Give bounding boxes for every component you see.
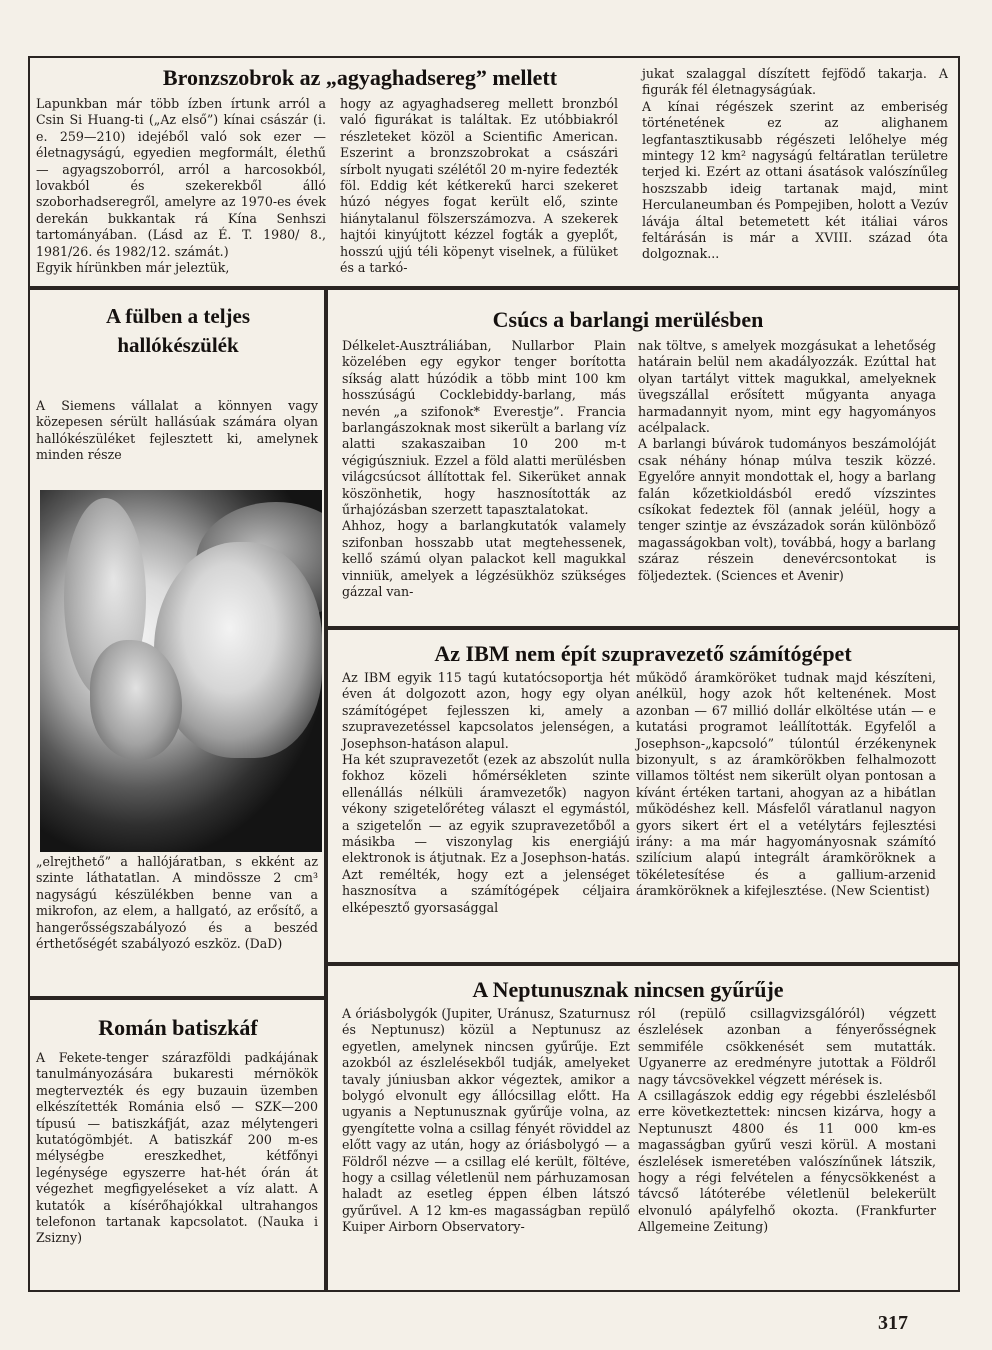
article-title: Román batiszkáf <box>98 1015 258 1040</box>
article-romanian-bathyscaphe <box>28 998 326 1292</box>
article-cave-diving <box>326 288 960 628</box>
hearing-aid-photo <box>40 490 322 852</box>
article-bronze <box>28 56 960 288</box>
article-column: A óriásbolygók (Jupiter, Uránusz, Szaturnusz és Neptunusz) közül a Neptunusz az egyetlen, amelynek nincsen gyűrűje. Ezt azokból az észlelésekből tudják, amelyeket tavaly júniusban akkor végeztek, amikor a bolygó elvonult egy állócsillag előtt. Ha ugyanis a Neptunusznak gyűrűje volna, az gyengítette volna a csillag fényét röviddel az előtt vagy az után, hogy az óriásbolygó — a Földről nézve — a csillag elé került, föltéve, hogy a csillag véletlenül nem párhuzamosan haladt az esetleg éppen élben látszó gyűrűvel. A 12 km-es magasságban repülő Kuiper Airborn Observatory- <box>342 1006 630 1235</box>
article-column: jukat szalaggal díszített fejfödő takarja. A figurák fél életnagyságúak. A kínai régészek szerint az emberiség történetének ez az alighanem legfantasztikusabb régészeti lelőhelye még mintegy 12 km² nagyságú feltáratlan területre terjed ki. Ezért az ottani ásatások valószínűleg hoszszabb ideig tartanak majd, mint Herculaneumban és Pompejiben, holott a Vezúv lávája által betemetett két itáliai város feltárásán is már a XVIII. század óta dolgoznak... <box>642 66 948 262</box>
face-shape <box>154 542 322 758</box>
article-column: ról (repülő csillagvizsgálóról) végzett észlelések azonban a fényerősségnek semmiféle csökkenését sem mutatták. Ugyanerre az eredményre jutottak a Földről nagy távcsövekkel végzett mérések is. A csillagászok eddig egy régebbi észlelésből erre következtettek: nincsen kizárva, hogy a Neptunuszt 4800 és 11 000 km-es magasságban gyűrű veszi körül. A mostani észlelések ismeretében valószínűnek látszik, hogy a régi felvételen a fénycsökkenést a távcső látóterébe véletlenül belekerült elvonuló apályfelhő okozta. (Frankfurter Allgemeine Zeitung) <box>638 1006 936 1235</box>
article-column: Az IBM egyik 115 tagú kutatócsoportja hét éven át dolgozott azon, hogy egy olyan számítógépet fejlesszen ki, amely a szupravezetéssel kapcsolatos jelenségen, a Josephson-hatáson alapul. Ha két szupravezetőt (ezek az abszolút nulla fokhoz közeli hőmérsékleten szinte ellenállás nélküli áramvezetők) nagyon vékony szigetelőréteg választ el egymástól, a szigetelőn — az egyik szupravezetőből a másikba — viszonylag kis energiájú elektronok is átjutnak. Ez a Josephson-hatás. Azt remélték, hogy ezt a jelenséget hasznosítva a számítógépek céljaira elképesztő gyorsasággal <box>342 670 630 915</box>
article-title: Csúcs a barlangi merülésben <box>492 307 764 332</box>
article-title: A fülben a teljes hallókészülék <box>105 304 251 357</box>
article-column: Délkelet-Ausztráliában, Nullarbor Plain közelében egy egykor tenger borította síkság alatt húzódik a több mint 100 km hosszúságú Cocklebiddy-barlang, más nevén „a szifonok* Everestje”. Francia barlangászoknak most sikerült a barlang víz alatti szakaszaiban 10 200 m-t végigúszniuk. Ezzel a föld alatti merülésben világcsúcsot állítottak fel. Sikerüket annak köszönhetik, hogy hasznosították az űrhajózásban szerzett tapasztalatokat. Ahhoz, hogy a barlangkutatók valamely szifonban hosszabb utat megtehessenek, kellő számú olyan palackot kell magukkal vinniük, amelyek a légzésükhöz szükséges gázzal van- <box>342 338 626 600</box>
page-number: 317 <box>878 1312 908 1334</box>
article-neptune <box>326 964 960 1292</box>
article-column: „elrejthető” a hallójáratban, s ekként az szinte láthatatlan. A mindössze 2 cm³ nagyságú készülékben benne van a mikrofon, az elem, a hallgató, az erősítő, a hangerősségszabályozó és a beszéd érthetőségét szabályozó eszköz. (DaD) <box>36 854 318 952</box>
article-column: A Fekete-tenger szárazföldi padkájának tanulmányozására bukaresti mérnökök megtervezték és egy buzauin üzemben elkészítették Románia első — SZK—200 típusú — batiszkáfját, azaz mélytengeri kutatógömbjét. A batiszkáf 200 m-es mélységbe ereszkedhet, kétfőnyi legénysége egyszerre hat-hét órán át végezhet megfigyeléseket a víz alatt. A kutatók a kísérőhajókkal ultrahangos telefonon tartanak kapcsolatot. (Nauka i Zsizny) <box>36 1050 318 1246</box>
article-title: Az IBM nem épít szupravezető számítógépet <box>434 641 852 666</box>
article-column: Lapunkban már több ízben írtunk arról a Csin Si Huang-ti („Az első”) kínai császár (i. e. 259—210) idejéből való sok ezer — életnagyságú, egyedien megformált, élethű — agyagszoborról, arról a harcosokból, lovakból és szekerekből álló szoborhadseregről, amelyre az 1970-es évek derekán bukkantak rá Kína Senhszi tartományában. (Lásd az É. T. 1980/ 8., 1981/26. és 1982/12. számát.) Egyik hírünkben már jeleztük, <box>36 96 326 276</box>
article-hearing-aid <box>28 288 326 998</box>
article-column: hogy az agyaghadsereg mellett bronzból való figurákat is találtak. Ez utóbbiakról részleteket közöl a Scientific American. Eszerint a bronzszobrokat a császári sírbolt nyugati szélétől 20 m-nyire fedezték föl. Eddig két kétkerekű harci szekeret húzó négyes fogat került elő, szinte hiánytalanul fölszerszámozva. A szekerek hajtói kinyújtott kézzel fogták a gyeplőt, hosszú ujjú téli köpenyt viselnek, a fülüket és a tarkó- <box>340 96 618 276</box>
article-title: Bronzszobrok az „agyaghadsereg” mellett <box>162 65 558 90</box>
article-ibm <box>326 628 960 964</box>
article-title: A Neptunusznak nincsen gyűrűje <box>472 977 784 1002</box>
article-column: nak töltve, s amelyek mozgásukat a lehetőség határain belül nem akadályozzák. Ezúttal hat olyan tartályt vittek magukkal, amelyeknek üvegszállal erősített műgyanta anyaga harmadannyit nyom, mint egy hagyományos acélpalack. A barlangi búvárok tudományos beszámolóját csak néhány hónap múlva teszik közzé. Egyelőre annyit mondottak el, hogy a barlang falán kőzetkioldásból eredő vízszintes csíkokat fedeztek föl (annak jeléül, hogy a tenger szintje az évszázadok során különböző magasságokban volt), továbbá, hogy a barlang száraz részein denevércsontokat is följedeztek. (Sciences et Avenir) <box>638 338 936 583</box>
article-column: működő áramköröket tudnak majd készíteni, anélkül, hogy azok hőt keltenének. Most azonban — 67 millió dollár elköltése után — e kutatási programot leállították. Egyfelől a Josephson-„kapcsoló” túlontúl érzékenynek bizonyult, s az áramkörökben felhalmozott villamos töltést nem sikerült olyan pontosan a kívánt értéken tartani, ahogyan az a hibátlan működéshez kell. Másfelől váratlanul nagyon gyors sikert ért el a vetélytárs fejlesztési irány: a ma már hagyományosnak számító szilícium alapú integrált áramköröknek a tökéletesítése és a gallium-arzenid áramköröknek a kifejlesztése. (New Scientist) <box>636 670 936 899</box>
article-column: A Siemens vállalat a könnyen vagy közepesen sérült hallásúak számára olyan hallókészüléket fejlesztett ki, amelynek minden része <box>36 398 318 463</box>
